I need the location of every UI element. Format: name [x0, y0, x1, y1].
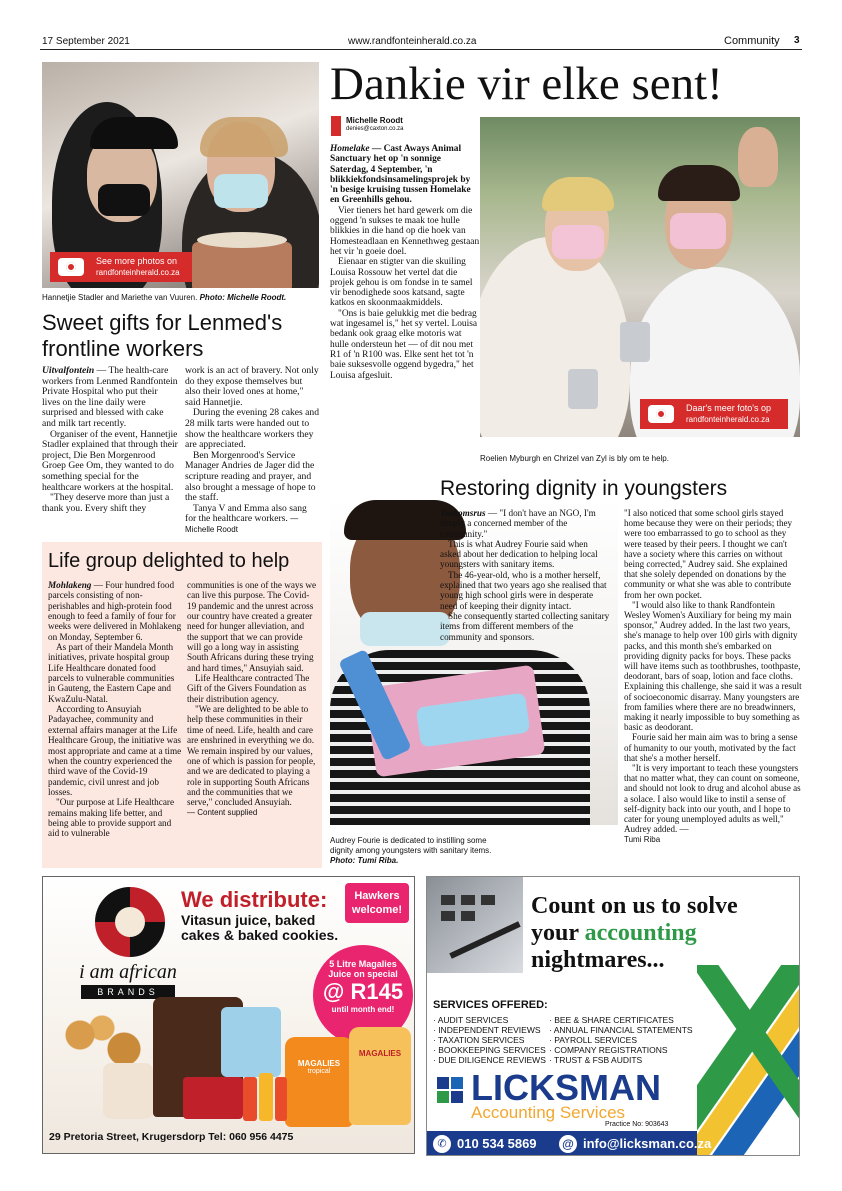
service-item: · AUDIT SERVICES [433, 1015, 509, 1025]
cap-icon [90, 117, 178, 149]
dankie-headline: Dankie vir elke sent! [330, 58, 723, 110]
lifegroup-headline: Life group delighted to help [48, 550, 290, 572]
cake-icon [192, 242, 292, 288]
paragraph: Organiser of the event, Hannetjie Stadler explained that through their project, Die Ben Morgenrood Groep Gee Om, they wanted to do something special for the healthcare workers at the hospital. [42, 428, 178, 493]
author-email[interactable]: denies@caxton.co.za [346, 126, 404, 132]
service-item: · ANNUAL FINANCIAL STATEMENTS [549, 1025, 693, 1035]
dignity-caption: Audrey Fourie is dedicated to instilling some dignity among youngsters with sanitary items. Photo: Tumi Riba. [330, 836, 492, 865]
page-number: 3 [794, 35, 800, 46]
paragraph: "It is very important to teach these youngsters that no matter what, they can count on someone, and should not look to drug and alcohol abuse as a solace. I also would like to instil a sense of self-dignity back into our youth, and I hope to cater for young unemployed adults as well," Audrey added. — [624, 763, 801, 835]
lenmed-headline: Sweet gifts for Lenmed's frontline workers [42, 310, 283, 361]
paragraph: As part of their Mandela Month initiatives, private hospital group Life Healthcare donated food parcels to vulnerable communities in Gauteng, the Eastern Cape and KwaZulu-Natal. [48, 642, 175, 704]
lenmed-caption: Hannetjie Stadler and Mariethe van Vuuren. Photo: Michelle Roodt. [42, 293, 287, 302]
lifegroup-column-1 [48, 580, 182, 839]
paragraph: During the evening 28 cakes and 28 milk tarts were handed out to show the healthcare workers they are appreciated. [185, 407, 320, 451]
paragraph: "I also noticed that some school girls stayed home because they were on their periods; they were too embarrassed to go to school as they were teased by their peers. I thought we can't have a society where this carries on without being corrected," Audrey said. She explained that she solely depended on donations by the community or what she was able to contribute from her own pocket. [624, 508, 793, 600]
licksman-headline-2: your accounting [531, 920, 697, 946]
section-name: Community [724, 35, 780, 47]
hawkers-badge: Hawkers welcome! [345, 883, 409, 923]
ad-headline: We distribute: [181, 887, 328, 912]
licksman-logo-sub: Accounting Services [471, 1103, 626, 1122]
services-title: SERVICES OFFERED: [433, 999, 548, 1011]
paragraph: She consequently started collecting sanitary items from different members of the community and sponsors. [440, 610, 610, 642]
licksman-logo-icon [437, 1077, 467, 1105]
paragraph: Homelake — Cast Aways Animal Sanctuary het op 'n sonnige Saterdag, 4 September, 'n blikkiekfondsinsamelingsprojek by 'n besige kruising tussen Homelake en Greenhills gehou. [330, 144, 471, 206]
paragraph: The 46-year-old, who is a mother herself, explained that two years ago she realised that young high school girls were in desperate need of keeping their dignity intact. [440, 569, 607, 611]
mask-icon [360, 612, 450, 646]
more-photos-badge[interactable]: Daar's meer foto's op randfonteinherald.co.za [640, 399, 788, 429]
service-item: · DUE DILIGENCE REVIEWS [433, 1055, 546, 1065]
site-url[interactable]: www.randfonteinherald.co.za [348, 36, 477, 47]
paragraph: work is an act of bravery. Not only do they expose themselves but also their loved ones at home," said Hannetjie. [185, 365, 319, 408]
lenmed-photo [42, 62, 319, 288]
camera-icon [648, 405, 674, 423]
header-rule [40, 49, 802, 50]
camera-icon [58, 258, 84, 276]
collection-tin-icon [568, 369, 598, 409]
calculator-icon [427, 877, 523, 973]
dankie-photo [480, 117, 800, 437]
mask-black-icon [98, 184, 150, 216]
ad-subheadline: Vitasun juice, baked cakes & baked cookies. [181, 912, 339, 943]
licksman-headline-3: nightmares... [531, 947, 665, 973]
paragraph: Mohlakeng — Four hundred food parcels consisting of non-perishables and high-protein food enough to feed a family of four for weeks were delivered in Mohlakeng on Monday, September 6. [48, 580, 182, 642]
service-item: · INDEPENDENT REVIEWS [433, 1025, 541, 1035]
service-item: · BOOKKEEPING SERVICES [433, 1045, 546, 1055]
byline-credit: — Michelle Roodt [185, 514, 299, 534]
waving-hand-icon [738, 127, 778, 187]
special-offer-badge: 5 Litre Magalies Juice on special @ R145 until month end! [313, 945, 413, 1045]
dankie-caption: Roelien Myburgh en Chrizel van Zyl is bly om te help. [480, 454, 669, 463]
byline-credit: — Content supplied [187, 807, 258, 817]
paragraph: This is what Audrey Fourie said when asked about her dedication to helping local youngsters with sanitary items. [440, 538, 598, 570]
paragraph: "Ons is baie gelukkig met die bedrag wat ingesamel is," het sy vertel. Louisa bedank ook graag elke motoris wat hulle ondersteun het — of dit nou met R1 of 'n R100 was. Elke sent het tot 'n baie suksesvolle oggend bygedra," het Louisa afgesluit. [330, 308, 478, 381]
service-item: · TAXATION SERVICES [433, 1035, 525, 1045]
mask-pink-icon [552, 225, 604, 259]
paragraph: Ben Morgenrood's Service Manager Andries de Jager did the scripture reading and prayer, and also brought a message of hope to the staff. [185, 449, 316, 504]
paragraph: "We are delighted to be able to help these communities in their time of need. Life, health and care are enshrined in everything we do. We remain inspired by our values, one of which is passion for people, and we are dedicated to playing a role in supporting South Africans and the communities that we serve," concluded Ansuyiah. [187, 704, 316, 808]
byline-credit: Tumi Riba [624, 834, 661, 844]
paragraph: Life Healthcare contracted The Gift of the Givers Foundation as their distribution agency. [187, 673, 310, 704]
email-icon: @ [559, 1135, 577, 1153]
paragraph: "Our purpose at Life Healthcare remains making life better, and being able to provide support and aid to vulnerable [48, 797, 175, 839]
ad-address: 29 Pretoria Street, Krugersdorp Tel: 060 956 4475 [49, 1131, 294, 1143]
brand-subline: BRANDS [81, 985, 175, 999]
author-name: Michelle Roodt [346, 116, 403, 125]
dignity-headline: Restoring dignity in youngsters [440, 477, 728, 500]
service-item: · PAYROLL SERVICES [549, 1035, 638, 1045]
email-address[interactable]: info@licksman.co.za [583, 1136, 712, 1151]
mask-blue-icon [214, 174, 268, 208]
licksman-logo-name: LICKSMAN [471, 1067, 661, 1108]
paragraph: "I would also like to thank Randfontein Wesley Women's Auxiliary for being my main sponsor," Audrey added. In the last two years, she's manage to help over 100 girls with dignity packs, and this month she's embarked on providing dignity packs for boys. These packs will have items such as toothbrushes, toothpaste, deodorant, bars of soap, lotion and face cloths. Explaining this challenge, she said it was a result of socioeconomic disarray. Many youngsters are from families where there are no breadwinners, making it nearly impossible to buy something as basic as deodorant. [624, 599, 802, 733]
paragraph: Tanya V and Emma also sang for the healthcare workers. — Michelle Roodt [185, 502, 307, 534]
paragraph: Uitvalfontein — The health-care workers from Lenmed Randfontein Private Hospital who put their lives on the line daily were surprised and blessed with cake and milk tart recently. [42, 365, 178, 429]
licksman-headline-1: Count on us to solve [531, 893, 738, 919]
dignity-intro [440, 508, 610, 642]
lenmed-column-1 [42, 366, 178, 514]
service-item: · BEE & SHARE CERTIFICATES [549, 1015, 674, 1025]
phone-number[interactable]: 010 534 5869 [457, 1136, 537, 1151]
paragraph: Vier tieners het hard gewerk om die oggend 'n sukses te maak toe hulle blikkies in die hand op die hoek van Homesteadlaan en Kennethweg gestaan het vir 'n goeie doel. [330, 205, 480, 257]
lenmed-column-2 [185, 366, 319, 536]
paragraph: "They deserve more than just a thank you. Every shift they [42, 492, 170, 514]
brand-name: i am african [79, 961, 177, 983]
paragraph: Fourie said her main aim was to bring a sense of humanity to our youth, motivated by the fact that she's a mother herself. [624, 732, 798, 763]
services-list-left [433, 1015, 546, 1065]
juice-jug-icon: MAGALIES [349, 1027, 411, 1125]
issue-date: 17 September 2021 [42, 36, 130, 47]
paragraph: communities is one of the ways we can live this purpose. The Covid-19 pandemic and the unrest across our country have created a greater need for hunger alleviation, and the support that we can provide will go a long way in assisting South Africans during these trying and hard times," Ansuyiah said. [187, 580, 317, 673]
dankie-column [330, 144, 480, 381]
stripes-decoration [697, 965, 800, 1155]
service-item: · TRUST & FSB AUDITS [549, 1055, 643, 1065]
practice-number: Practice No: 903643 [605, 1121, 669, 1128]
paragraph: Eienaar en stigter van die skuiling Louisa Rossouw het vertel dat die projek gehou is om fondse in te samel vir benodighede soos katsand, sagte katkos en skoonmaakmiddels. [330, 257, 473, 309]
ad-i-am-african[interactable] [42, 876, 415, 1154]
paragraph: According to Ansuyiah Padayachee, community and external affairs manager at the Life Healthcare Group, the initiative was most appropriate and came at a time when the country experienced the third wave of the Covid-19 pandemic, civil unrest and job losses. [48, 704, 182, 797]
see-more-photos-badge[interactable]: See more photos on randfonteinherald.co.za [50, 252, 192, 282]
ad-licksman[interactable] [426, 876, 800, 1156]
dignity-column-2 [624, 508, 802, 845]
lifegroup-column-2 [187, 580, 317, 818]
service-item: · COMPANY REGISTRATIONS [549, 1045, 668, 1055]
paragraph: Toekomsrus — "I don't have an NGO, I'm simply a concerned member of the community." [440, 508, 596, 539]
services-list-right [549, 1015, 693, 1065]
author-marker [331, 116, 341, 136]
phone-icon: ✆ [433, 1135, 451, 1153]
juice-jug-icon: MAGALIES tropical [285, 1037, 353, 1127]
